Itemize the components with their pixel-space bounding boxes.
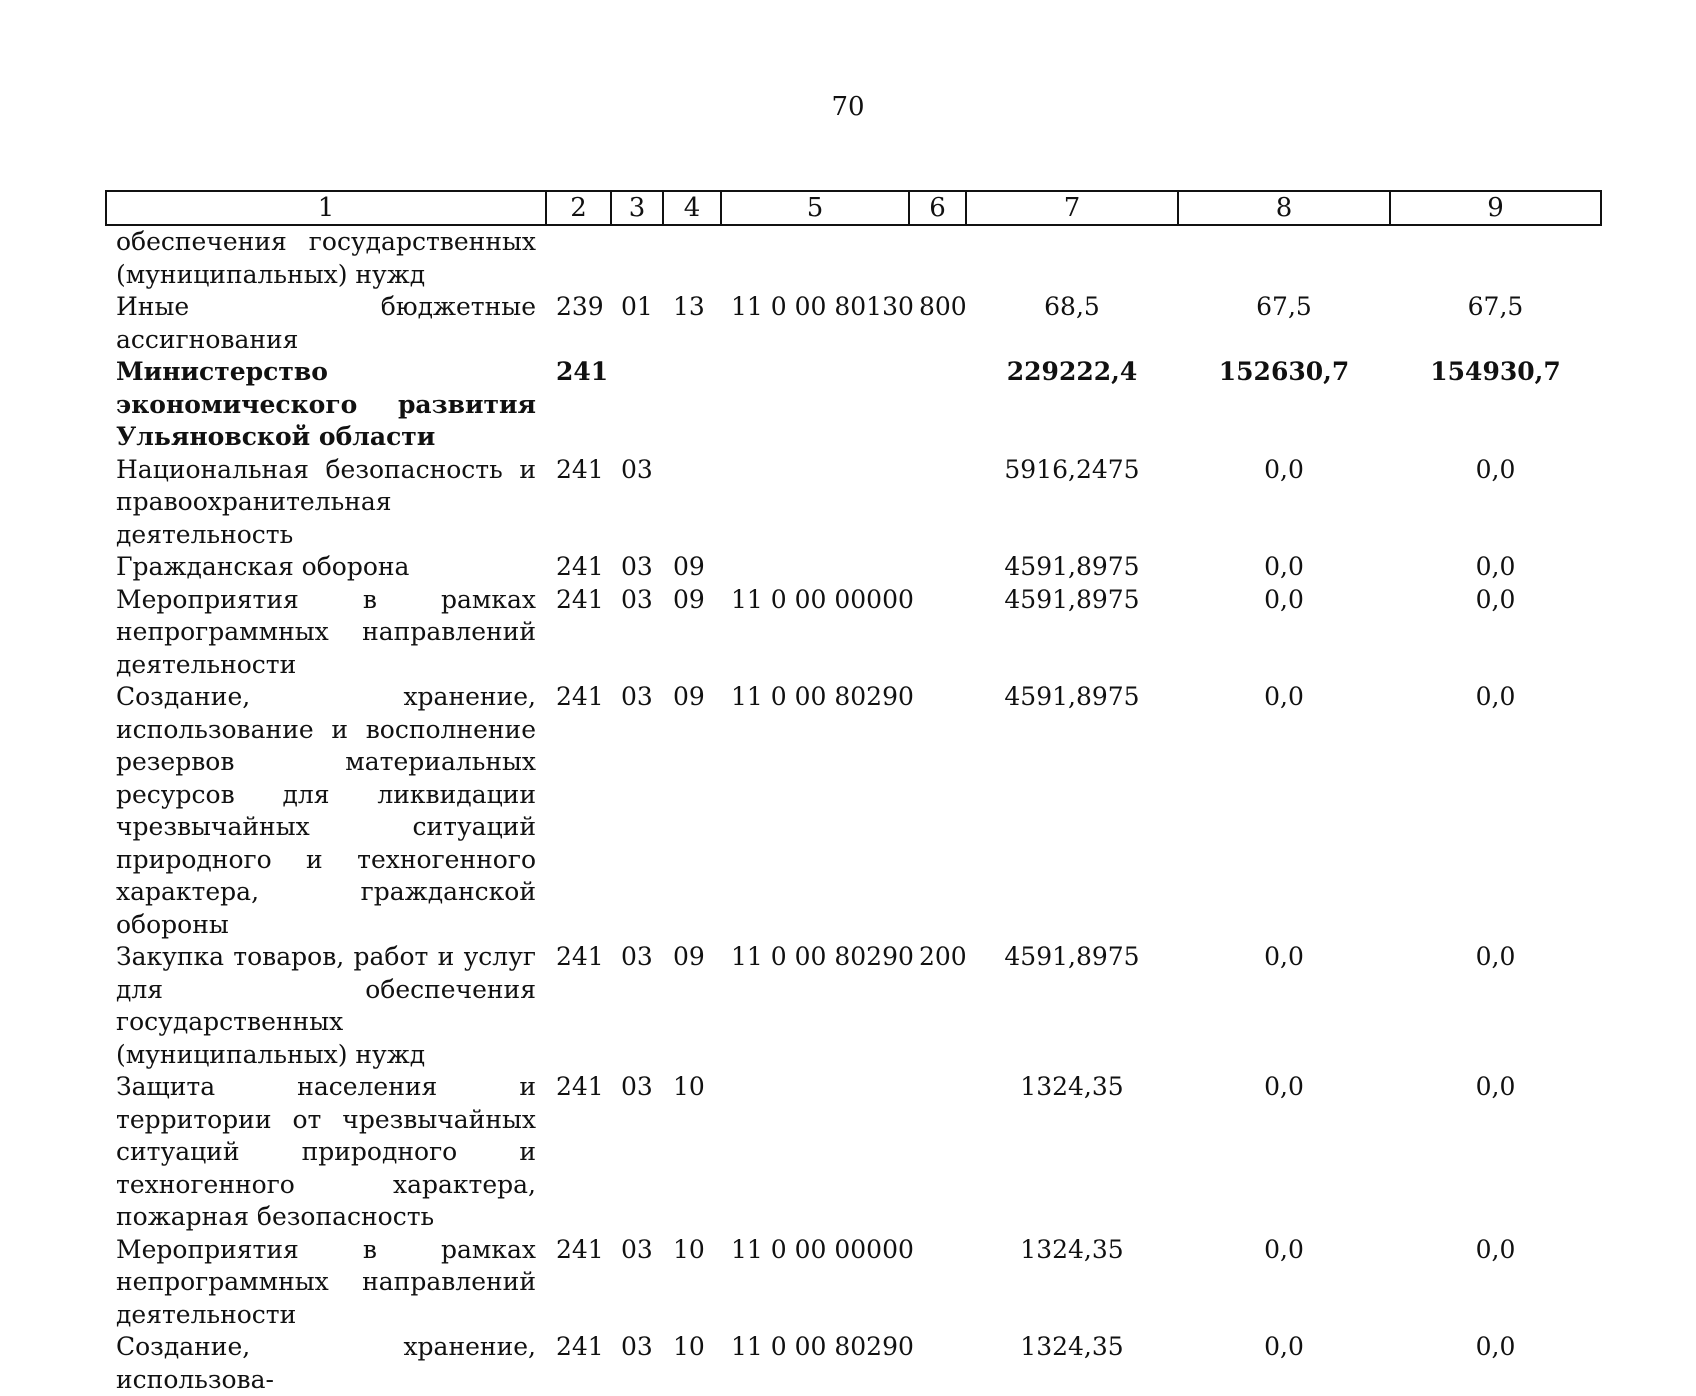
- amount-col9: 154930,7: [1430, 357, 1561, 386]
- row-label: Национальная безопасность и правоохранительная деятельность: [116, 454, 536, 549]
- table-row: [106, 225, 1601, 291]
- table-row: [106, 291, 1601, 356]
- code-subsection: 09: [673, 552, 705, 581]
- amount-col7: 1324,35: [1020, 1072, 1124, 1101]
- row-label: обеспечения государственных (муниципальных) нужд: [116, 227, 536, 289]
- table-row: [106, 1331, 1601, 1396]
- amount-col8: 0,0: [1264, 942, 1304, 971]
- table-row: [106, 356, 1601, 454]
- page-number: 70: [831, 92, 865, 122]
- code-section: 03: [621, 552, 653, 581]
- row-label: Защита населения и территории от чрезвычайных ситуаций природного и техногенного характера, пожарная безопасность: [116, 1072, 536, 1231]
- amount-col9: 67,5: [1467, 292, 1524, 321]
- table-row: [106, 681, 1601, 941]
- column-header: 3: [611, 191, 663, 225]
- column-header: 1: [106, 191, 546, 225]
- code-target: 11 0 00 80290: [731, 682, 914, 711]
- row-label: Создание, хранение, использова-: [116, 1332, 536, 1394]
- column-header: 5: [721, 191, 909, 225]
- code-subsection: 10: [673, 1072, 705, 1101]
- code-section: 01: [621, 292, 653, 321]
- code-subsection: 09: [673, 682, 705, 711]
- amount-col9: 0,0: [1475, 1234, 1516, 1264]
- row-label: Создание, хранение, использование и восполнение резервов материальных ресурсов для ликвидации чрезвычайных ситуаций природного и техногенного характера, гражданской обороны: [116, 682, 536, 939]
- row-label: Мероприятия в рамках непрограммных направлений деятельности: [116, 584, 536, 679]
- table-row: [106, 454, 1601, 552]
- code-gl: 241: [556, 942, 604, 971]
- code-subsection: 10: [673, 1332, 705, 1361]
- code-expense-type: [909, 551, 966, 584]
- budget-table: [105, 190, 1602, 1396]
- amount-col8: 0,0: [1264, 454, 1304, 484]
- code-target: [721, 225, 909, 291]
- code-expense-type: [909, 454, 966, 552]
- code-expense-type: [909, 225, 966, 291]
- code-section: 03: [621, 584, 653, 614]
- code-section: 03: [621, 1332, 653, 1361]
- amount-col7: 4591,8975: [1004, 552, 1140, 581]
- column-header: 6: [909, 191, 966, 225]
- code-expense-type: [909, 681, 966, 941]
- amount-col8: 0,0: [1264, 1332, 1304, 1361]
- amount-col7: 68,5: [1044, 292, 1100, 321]
- row-label: Гражданская оборона: [116, 552, 410, 581]
- amount-col8: 152630,7: [1218, 357, 1350, 386]
- row-label: Закупка товаров, работ и услуг для обеспечения государственных (муниципальных) нужд: [116, 942, 536, 1069]
- amount-col8: [1178, 225, 1390, 291]
- amount-col7: 4591,8975: [1004, 682, 1140, 711]
- code-expense-type: [909, 356, 966, 454]
- table-row: [106, 1071, 1601, 1234]
- amount-col9: 0,0: [1475, 942, 1516, 971]
- column-header: 7: [966, 191, 1178, 225]
- code-target: 11 0 00 80130: [731, 292, 914, 321]
- table-row: [106, 584, 1601, 682]
- column-header: 2: [546, 191, 611, 225]
- code-section: [611, 225, 663, 291]
- code-gl: [546, 225, 611, 291]
- amount-col7: [966, 225, 1178, 291]
- amount-col7: 4591,8975: [1004, 942, 1140, 971]
- table-row: [106, 551, 1601, 584]
- table-row: [106, 941, 1601, 1071]
- amount-col9: 0,0: [1475, 1072, 1516, 1101]
- code-subsection: 13: [673, 292, 705, 321]
- code-subsection: [663, 454, 721, 552]
- amount-col8: 0,0: [1264, 584, 1304, 614]
- code-gl: 241: [556, 1234, 604, 1264]
- code-target: [721, 551, 909, 584]
- code-gl: 241: [556, 357, 609, 386]
- amount-col9: 0,0: [1475, 1332, 1516, 1361]
- header-row: [106, 191, 1601, 225]
- amount-col7: 5916,2475: [1004, 454, 1140, 484]
- amount-col7: 4591,8975: [1004, 584, 1140, 614]
- code-target: [721, 356, 909, 454]
- column-header: 9: [1390, 191, 1601, 225]
- code-target: [721, 454, 909, 552]
- code-target: 11 0 00 80290: [731, 1332, 914, 1361]
- code-expense-type: [909, 1234, 966, 1332]
- column-header: 4: [663, 191, 721, 225]
- code-expense-type: [909, 1071, 966, 1234]
- table-row: [106, 1234, 1601, 1332]
- code-subsection: 10: [673, 1234, 705, 1264]
- code-section: 03: [621, 942, 653, 971]
- code-gl: 241: [556, 1332, 604, 1361]
- row-label: Мероприятия в рамках непрограммных направлений деятельности: [116, 1234, 536, 1329]
- code-section: 03: [621, 1234, 653, 1264]
- amount-col9: 0,0: [1475, 682, 1516, 711]
- code-subsection: 09: [673, 584, 705, 614]
- table-header: [106, 191, 1601, 225]
- code-subsection: [663, 356, 721, 454]
- amount-col8: 0,0: [1264, 1072, 1304, 1101]
- row-label: Иные бюджетные ассигнования: [116, 292, 536, 354]
- code-expense-type: 800: [919, 292, 967, 321]
- column-header: 8: [1178, 191, 1390, 225]
- code-target: 11 0 00 00000: [731, 1234, 914, 1264]
- code-gl: 239: [556, 292, 604, 321]
- code-gl: 241: [556, 454, 604, 484]
- code-section: 03: [621, 682, 653, 711]
- amount-col7: 1324,35: [1020, 1234, 1124, 1264]
- code-subsection: 09: [673, 942, 705, 971]
- amount-col7: 229222,4: [1006, 357, 1138, 386]
- code-gl: 241: [556, 552, 604, 581]
- amount-col8: 0,0: [1264, 682, 1304, 711]
- code-section: [611, 356, 663, 454]
- amount-col9: 0,0: [1475, 584, 1516, 614]
- amount-col9: [1390, 225, 1601, 291]
- table-body: [106, 225, 1601, 1396]
- code-section: 03: [621, 1072, 653, 1101]
- code-expense-type: [909, 584, 966, 682]
- code-gl: 241: [556, 682, 604, 711]
- amount-col9: 0,0: [1475, 552, 1516, 581]
- amount-col8: 0,0: [1264, 1234, 1304, 1264]
- amount-col8: 0,0: [1264, 552, 1304, 581]
- code-expense-type: 200: [919, 942, 967, 971]
- code-expense-type: [909, 1331, 966, 1396]
- code-target: 11 0 00 80290: [731, 942, 914, 971]
- code-target: 11 0 00 00000: [731, 584, 914, 614]
- amount-col8: 67,5: [1256, 292, 1312, 321]
- code-section: 03: [621, 454, 653, 484]
- code-gl: 241: [556, 584, 604, 614]
- code-subsection: [663, 225, 721, 291]
- row-label: Министерство экономического развития Ульяновской области: [116, 357, 536, 451]
- amount-col9: 0,0: [1475, 454, 1516, 484]
- code-target: [721, 1071, 909, 1234]
- amount-col7: 1324,35: [1020, 1332, 1124, 1361]
- code-gl: 241: [556, 1072, 604, 1101]
